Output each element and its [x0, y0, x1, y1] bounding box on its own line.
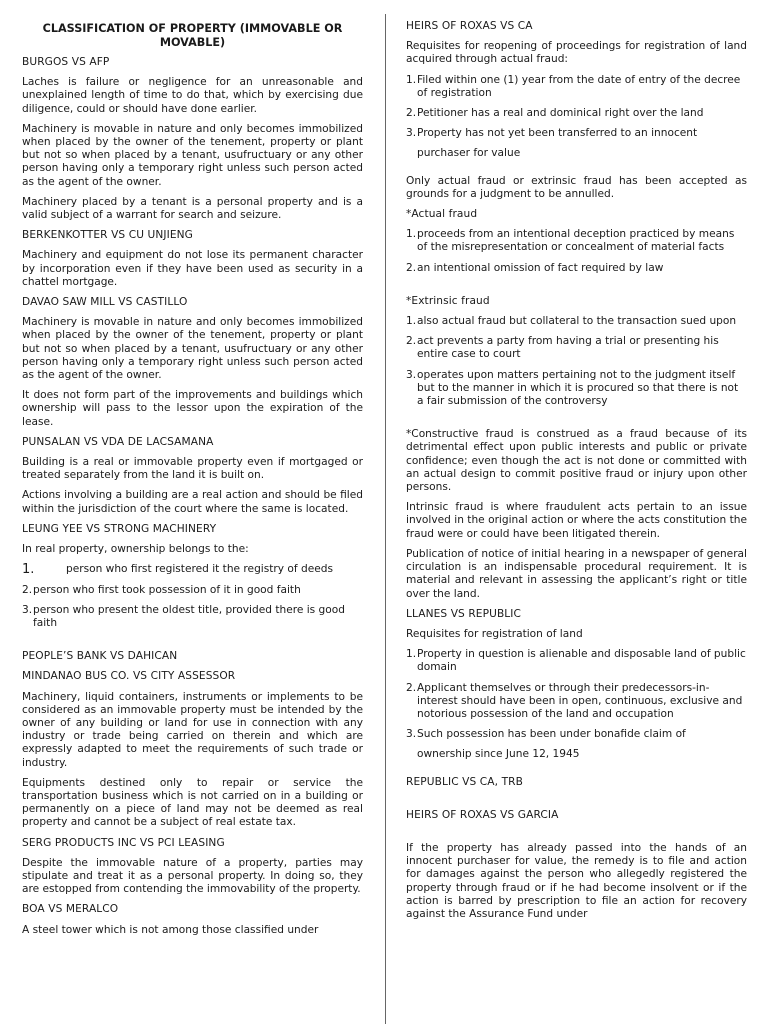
- paragraph: It does not form part of the improvements and buildings which ownership will pass to the lessor upon the expiration of the lease.: [22, 389, 363, 428]
- case-heading-davao: DAVAO SAW MILL VS CASTILLO: [22, 296, 188, 309]
- paragraph: Despite the immovable nature of a property, parties may stipulate and treat it as a personal property. In doing so, they are estopped from contending the immovability of the property.: [22, 856, 363, 896]
- paragraph: Requisites for reopening of proceedings for registration of land acquired through actual fraud:: [406, 40, 747, 66]
- list-item: 2. an intentional omission of fact required by law: [406, 261, 664, 274]
- list-item-continuation: ownership since June 12, 1945: [417, 748, 580, 761]
- case-heading-berkenkotter: BERKENKOTTER VS CU UNJIENG: [22, 229, 193, 242]
- section-heading-extrinsic-fraud: *Extrinsic fraud: [406, 294, 490, 307]
- case-heading-burgos: BURGOS VS AFP: [22, 56, 110, 68]
- case-heading-peoples: PEOPLE’S BANK VS DAHICAN: [22, 650, 178, 663]
- registration-requisites-list: [406, 648, 747, 741]
- list-item: 3. Such possession has been under bonafide claim of: [406, 728, 686, 741]
- ownership-list: [22, 563, 363, 630]
- list-item: 1. Filed within one (1) year from the date of entry of the decree of registration: [406, 73, 741, 99]
- actual-fraud-list: [406, 228, 747, 275]
- paragraph-intrinsic-fraud: Intrinsic fraud is where fraudulent acts pertain to an issue involved in the original action or where the acts constitution the fraud were or could have been litigated therein.: [406, 501, 747, 540]
- paragraph: Requisites for registration of land: [406, 627, 583, 640]
- list-item: 1. proceeds from an intentional deception practiced by means of the misrepresentation or concealment of material facts: [406, 228, 735, 254]
- paragraph: In real property, ownership belongs to the:: [22, 543, 249, 556]
- case-heading-leung: LEUNG YEE VS STRONG MACHINERY: [22, 522, 217, 535]
- paragraph: Machinery and equipment do not lose its permanent character by incorporation even if they have been used as security in a chattel mortgage.: [22, 249, 363, 288]
- paragraph: Building is a real or immovable property even if mortgaged or treated separately from the land it is built on.: [22, 456, 363, 482]
- paragraph: Only actual fraud or extrinsic fraud has been accepted as grounds for a judgment to be annulled.: [406, 174, 747, 200]
- list-item: 2. act prevents a party from having a trial or presenting his entire case to court: [406, 335, 719, 361]
- case-heading-punsalan: PUNSALAN VS VDA DE LACSAMANA: [22, 435, 214, 448]
- paragraph: Machinery placed by a tenant is a personal property and is a valid subject of a warrant for search and seizure.: [22, 195, 363, 222]
- extrinsic-fraud-list: [406, 315, 747, 408]
- paragraph: Actions involving a building are a real action and should be filed within the jurisdiction of the court where the same is located.: [22, 489, 363, 515]
- paragraph: Equipments destined only to repair or service the transportation business which is not carried on in a building or permanently on a piece of land may not be deemed as real property and cannot be a subject of real estate tax.: [22, 776, 363, 829]
- list-item: 3. person who present the oldest title, provided there is good faith: [22, 603, 345, 629]
- column-divider: [385, 14, 386, 1024]
- right-column: [406, 20, 747, 928]
- list-item: 1. person who first registered it the registry of deeds: [22, 562, 333, 578]
- section-heading-actual-fraud: *Actual fraud: [406, 208, 478, 221]
- list-item-continuation: purchaser for value: [417, 147, 521, 160]
- paragraph-constructive-fraud: *Constructive fraud is construed as a fraud because of its detrimental effect upon public interests and public or private confidence; even though the act is not done or committed with an actual design to commit positive fraud or injury upon other persons.: [406, 428, 747, 494]
- paragraph: Machinery is movable in nature and only becomes immobilized when placed by the owner of the tenement, property or plant but not so when placed by a tenant, usufructuary or any other person having only a temporary right unless such person acted as the agent of the owner.: [22, 122, 363, 188]
- list-item: 2. Applicant themselves or through their predecessors-in-interest should have been in open, continuous, exclusive and notorious possession of the land and occupation: [406, 681, 743, 720]
- list-item: 3. operates upon matters pertaining not to the judgment itself but to the manner in which it is procured so that there is not a fair submission of the controversy: [406, 368, 739, 408]
- case-heading-roxas-garcia: HEIRS OF ROXAS VS GARCIA: [406, 808, 559, 821]
- case-heading-boa: BOA VS MERALCO: [22, 903, 119, 916]
- list-item: 1. also actual fraud but collateral to the transaction sued upon: [406, 315, 737, 328]
- list-item: 1. Property in question is alienable and disposable land of public domain: [406, 648, 746, 674]
- case-heading-roxas-ca: HEIRS OF ROXAS VS CA: [406, 20, 533, 32]
- case-heading-serg: SERG PRODUCTS INC VS PCI LEASING: [22, 836, 225, 849]
- paragraph: Machinery is movable in nature and only becomes immobilized when placed by the owner of the tenement, property or plant but not so when placed by a tenant, usufructuary or any other person having only a temporary right unless such person acted as the agent of the owner.: [22, 316, 363, 382]
- list-item: 3. Property has not yet been transferred to an innocent: [406, 127, 698, 140]
- list-item: 2. person who first took possession of it in good faith: [22, 583, 301, 596]
- document-title: CLASSIFICATION OF PROPERTY (IMMOVABLE OR MOVABLE): [42, 22, 343, 49]
- paragraph: Laches is failure or negligence for an unreasonable and unexplained length of time to do that, which by exercising due diligence, could or should have done earlier.: [22, 76, 363, 115]
- paragraph: Machinery, liquid containers, instruments or implements to be considered as an immovable property must be intended by the owner of any building or land for use in connection with any industry or trade being carried on therein and which are expressly adapted to meet the requirements of such trade or industry.: [22, 690, 363, 769]
- paragraph-publication: Publication of notice of initial hearing in a newspaper of general circulation is an indispensable procedural requirement. It is material and relevant in assessing the applicant’s right or title over the land.: [406, 547, 747, 600]
- case-heading-mindanao: MINDANAO BUS CO. VS CITY ASSESSOR: [22, 670, 236, 683]
- paragraph: A steel tower which is not among those classified under: [22, 923, 319, 936]
- requisites-list: [406, 74, 747, 141]
- list-item: 2. Petitioner has a real and dominical right over the land: [406, 107, 704, 120]
- case-heading-llanes: LLANES VS REPUBLIC: [406, 607, 522, 620]
- left-column: [22, 20, 363, 944]
- paragraph: If the property has already passed into the hands of an innocent purchaser for value, the remedy is to file and action for damages against the person who allegedly registered the property through fraud or if he had become insolvent or if the action is barred by prescription to file an action for recovery against the Assurance Fund under: [406, 841, 747, 920]
- case-heading-republic: REPUBLIC VS CA, TRB: [406, 775, 523, 788]
